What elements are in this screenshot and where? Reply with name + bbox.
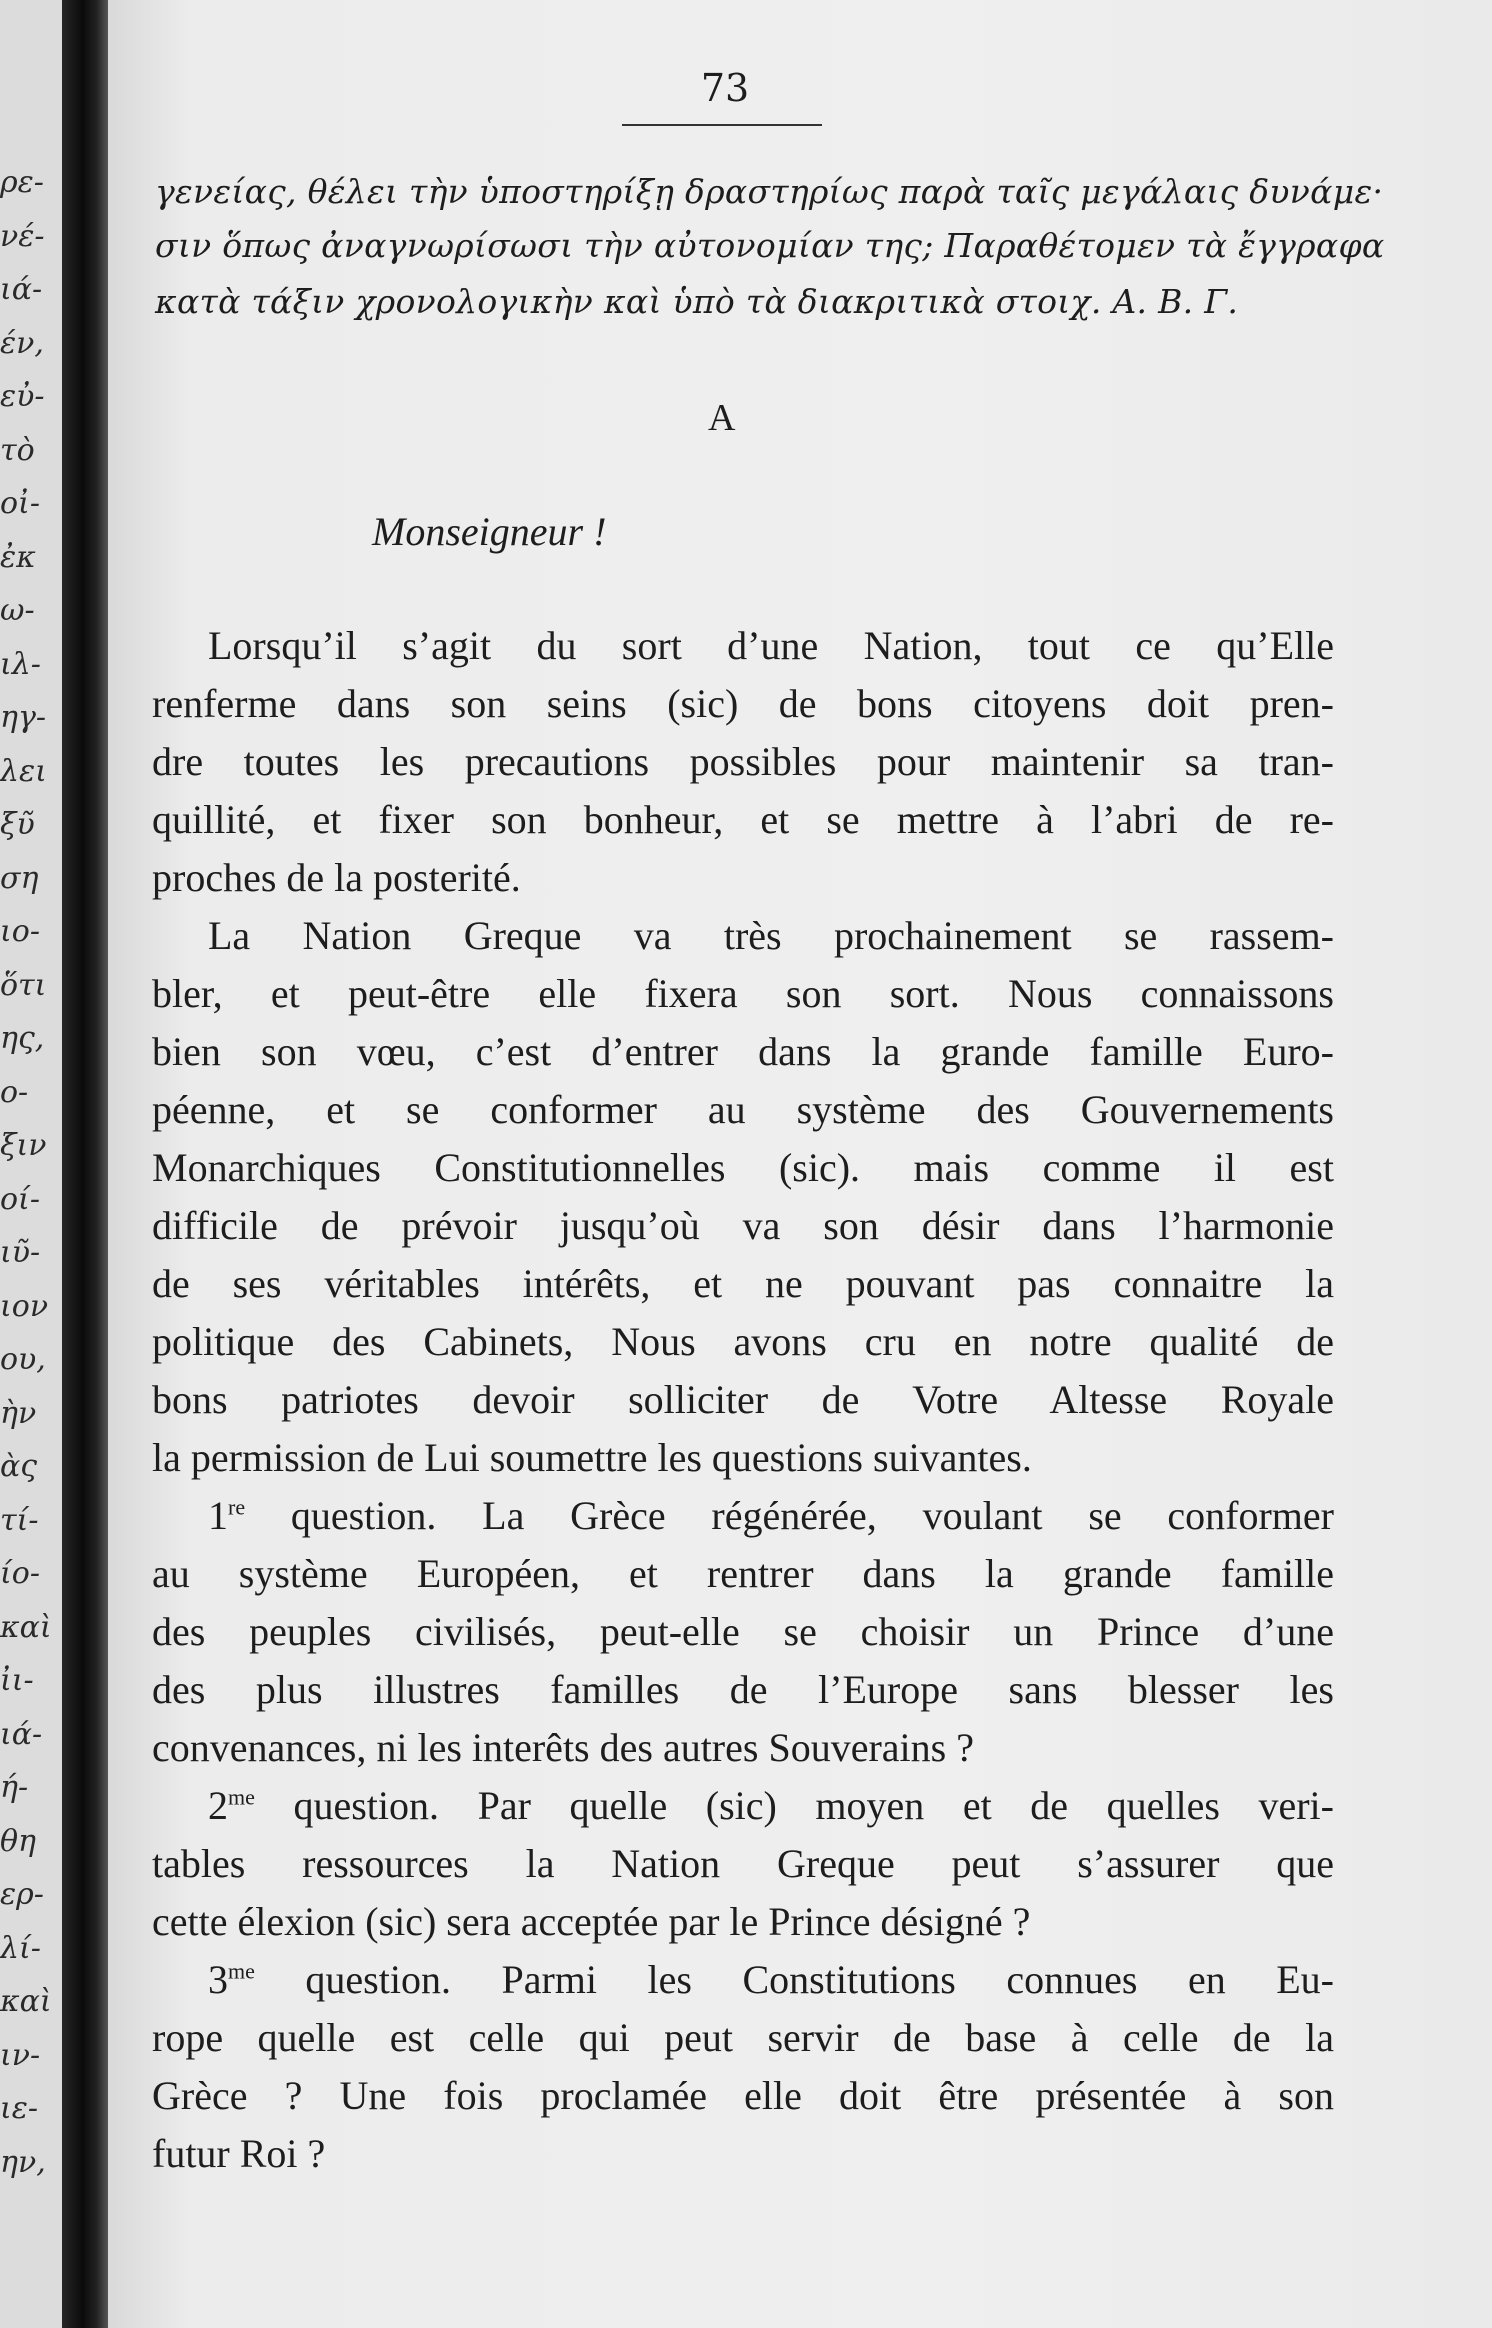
paragraph2-line: péenne, et se conformer au système des Gouvernements [152, 1087, 1334, 1132]
margin-fragment: ηγ- [0, 700, 47, 735]
paragraph2-line: Monarchiques Constitutionnelles (sic). mais comme il est [152, 1145, 1334, 1190]
margin-fragment: λει [0, 754, 47, 789]
margin-fragment: οἰ- [0, 486, 40, 521]
margin-fragment: ιο- [0, 914, 40, 949]
margin-fragment: ω- [0, 593, 35, 628]
paragraph2-line: difficile de prévoir jusqu’où va son désir dans l’harmonie [152, 1203, 1334, 1248]
margin-fragment: ἰι- [0, 1663, 34, 1698]
greek-line-2: σιν ὅπως ἀναγνωρίσωσι τὴν αὐτονομίαν της; Παραθέτομεν τὰ ἔγγραφα [155, 226, 1385, 265]
question2-ordinal-suffix: me [228, 1784, 255, 1810]
paragraph1-line: dre toutes les precautions possibles pour maintenir sa tran- [152, 739, 1334, 784]
question3-line: Grèce ? Une fois proclamée elle doit être présentée à son [152, 2073, 1334, 2118]
question1-line: convenances, ni les interêts des autres Souverains ? [152, 1725, 974, 1770]
margin-fragment: λί- [0, 1931, 41, 1966]
paragraph2-line: bons patriotes devoir solliciter de Votre Altesse Royale [152, 1377, 1334, 1422]
margin-fragment: καὶ [0, 1984, 52, 2019]
paragraph2-line: bien son vœu, c’est d’entrer dans la grande famille Euro- [152, 1029, 1334, 1074]
question1-ordinal: 1 [208, 1493, 228, 1538]
margin-fragment: ης, [0, 1021, 45, 1056]
margin-fragment: νέ- [0, 219, 45, 254]
paragraph2-line: politique des Cabinets, Nous avons cru en notre qualité de [152, 1319, 1334, 1364]
margin-fragment: θη [0, 1824, 37, 1859]
greek-line-1: γενείας, θέλει τὴν ὑποστηρίξῃ δραστηρίως παρὰ ταῖς μεγάλαις δυνάμε· [155, 172, 1384, 211]
margin-fragment: ην, [0, 2145, 46, 2180]
margin-fragment: ιά- [0, 272, 43, 307]
question3-line: rope quelle est celle qui peut servir de base à celle de la [152, 2015, 1334, 2060]
margin-fragment: ρε- [0, 165, 44, 200]
question2-line: tables ressources la Nation Greque peut s’assurer que [152, 1841, 1334, 1886]
question1-line: des peuples civilisés, peut-elle se choisir un Prince d’une [152, 1609, 1334, 1654]
page-number-rule [622, 124, 822, 126]
question1-first-line [152, 1492, 1334, 1540]
adjacent-page-margin [0, 0, 62, 2328]
margin-fragment: έν, [0, 326, 44, 361]
margin-fragment: ερ- [0, 1877, 44, 1912]
paragraph2-line: bler, et peut-être elle fixera son sort. Nous connaissons [152, 971, 1334, 1016]
question1-line-text: question. La Grèce régénérée, voulant se conformer [245, 1493, 1334, 1538]
margin-fragment: εὐ- [0, 379, 45, 414]
question3-ordinal: 3 [208, 1957, 228, 2002]
paragraph2-line: La Nation Greque va très prochainement se rassem- [208, 913, 1334, 958]
margin-fragment: οί- [0, 1182, 40, 1217]
paragraph1-line: proches de la posterité. [152, 855, 521, 900]
question1-ordinal-suffix: re [228, 1494, 246, 1520]
margin-fragment: ὴν [0, 1396, 37, 1431]
margin-fragment: ιον [0, 1289, 49, 1324]
margin-fragment: ο- [0, 1075, 29, 1110]
question1-line: au système Européen, et rentrer dans la grande famille [152, 1551, 1334, 1596]
margin-fragment: ξῦ [0, 807, 35, 842]
margin-fragment: ή- [0, 1770, 29, 1805]
margin-fragment: ση [0, 861, 39, 896]
page-number: 73 [700, 66, 750, 110]
margin-fragment: ὰς [0, 1449, 38, 1484]
paragraph1-line: quillité, et fixer son bonheur, et se mettre à l’abri de re- [152, 797, 1334, 842]
question3-line: futur Roi ? [152, 2131, 326, 2176]
question2-first-line [152, 1782, 1334, 1830]
book-binding [62, 0, 108, 2328]
question1-line: des plus illustres familles de l’Europe sans blesser les [152, 1667, 1334, 1712]
question3-ordinal-suffix: me [228, 1958, 255, 1984]
margin-fragment: ξιν [0, 1128, 47, 1163]
margin-fragment: ιε- [0, 2091, 38, 2126]
margin-fragment: καὶ [0, 1610, 52, 1645]
section-letter: A [708, 397, 736, 439]
margin-fragment: ιῦ- [0, 1235, 41, 1270]
paragraph1-line: renferme dans son seins (sic) de bons citoyens doit pren- [152, 681, 1334, 726]
question2-line-text: question. Par quelle (sic) moyen et de quelles veri- [254, 1783, 1334, 1828]
margin-fragment: τί- [0, 1503, 39, 1538]
margin-fragment: ου, [0, 1342, 46, 1377]
paragraph2-line: la permission de Lui soumettre les questions suivantes. [152, 1435, 1032, 1480]
margin-fragment: ιλ- [0, 647, 41, 682]
margin-fragment: ιά- [0, 1717, 43, 1752]
margin-fragment: ίο- [0, 1556, 40, 1591]
margin-fragment: ὅτι [0, 968, 47, 1003]
margin-fragment: ιν- [0, 2038, 41, 2073]
salutation: Monseigneur ! [372, 509, 607, 554]
greek-line-3: κατὰ τάξιν χρονολογικὴν καὶ ὑπὸ τὰ διακριτικὰ στοιχ. Α. Β. Γ. [155, 282, 1239, 321]
question3-line-text: question. Parmi les Constitutions connues en Eu- [254, 1957, 1334, 2002]
margin-fragment: ἐκ [0, 540, 36, 575]
question2-line: cette élexion (sic) sera acceptée par le Prince désigné ? [152, 1899, 1031, 1944]
paragraph1-line: Lorsqu’il s’agit du sort d’une Nation, tout ce qu’Elle [208, 623, 1334, 668]
question3-first-line [152, 1956, 1334, 2004]
margin-fragment: τὸ [0, 433, 35, 468]
paragraph2-line: de ses véritables intérêts, et ne pouvant pas connaitre la [152, 1261, 1334, 1306]
question2-ordinal: 2 [208, 1783, 228, 1828]
